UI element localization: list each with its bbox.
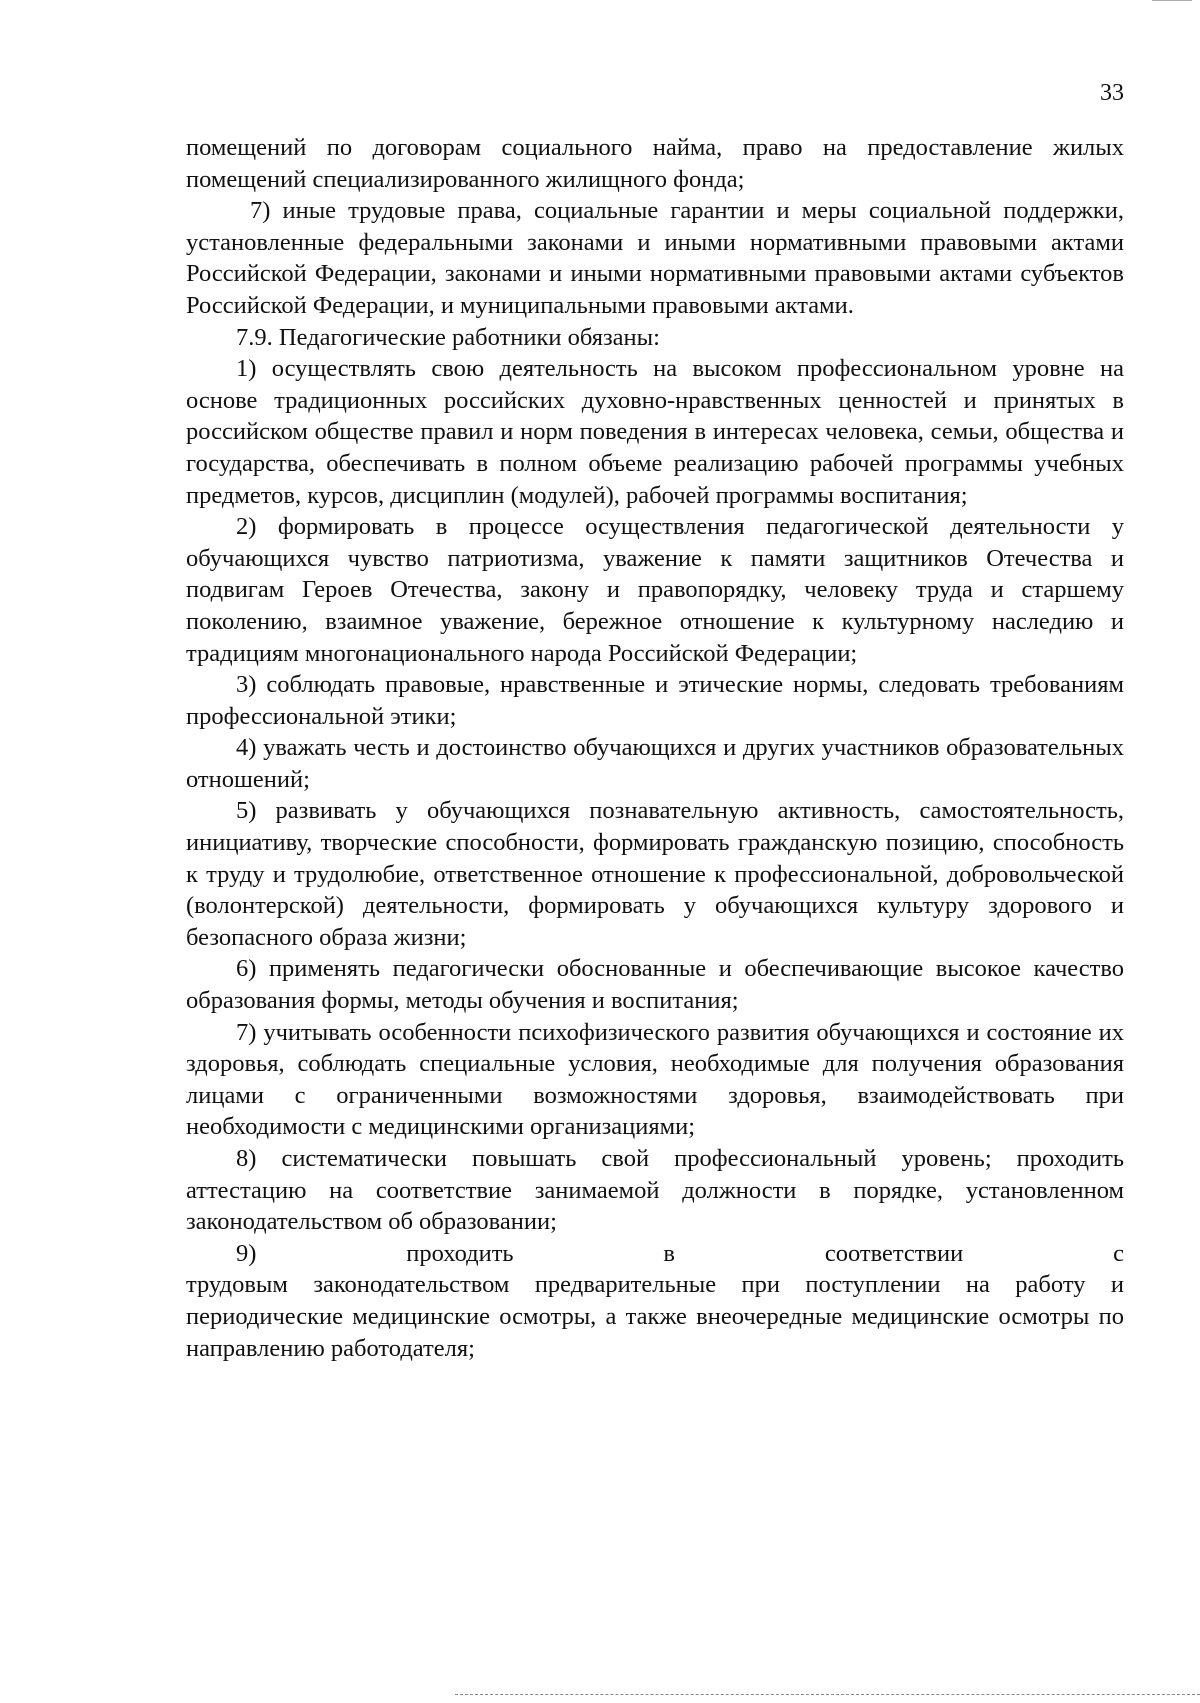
page-number: 33 — [1100, 80, 1124, 106]
bottom-scan-line — [455, 1694, 1200, 1695]
paragraph-duty-9-first-line: 9) проходить в соответствии с — [236, 1239, 1124, 1267]
paragraph-duty-9-continuation: трудовым законодательством предварительные при поступлении на работу и периодические медицинские осмотры, а также внеочередные медицинские осмотры по направлению работодателя; — [186, 1271, 1124, 1362]
paragraph-duty-8: 8) систематически повышать свой профессиональный уровень; проходить аттестацию на соответствие занимаемой должности в порядке, установленном законодательством об образовании; — [186, 1145, 1124, 1236]
scan-edge-mark — [1152, 0, 1192, 1]
document-body — [186, 132, 1124, 1364]
paragraph-duty-6: 6) применять педагогически обоснованные и обеспечивающие высокое качество образования формы, методы обучения и воспитания; — [186, 955, 1124, 1015]
section-heading-7-9: 7.9. Педагогические работники обязаны: — [236, 323, 660, 351]
paragraph-duty-4: 4) уважать честь и достоинство обучающихся и других участников образовательных отношений; — [186, 734, 1124, 793]
paragraph-housing-continuation: помещений по договорам социального найма, право на предоставление жилых помещений специализированного жилищного фонда; — [186, 134, 1124, 193]
paragraph-duty-2: 2) формировать в процессе осуществления педагогической деятельности у обучающихся чувство патриотизма, уважение к памяти защитников Отечества и подвигам Героев Отечества, закону и правопорядку, человеку труда и старшему поколению, взаимное уважение, бережное отношение к культурному наследию и традициям многонационального народа Российской Федерации; — [186, 513, 1124, 667]
paragraph-duty-5: 5) развивать у обучающихся познавательную активность, самостоятельность, инициативу, творческие способности, формировать гражданскую позицию, способность к труду и трудолюбие, ответственное отношение к профессиональной, добровольческой (волонтерской) деятельности, формировать у обучающихся культуру здорового и безопасного образа жизни; — [186, 797, 1124, 951]
paragraph-duty-7: 7) учитывать особенности психофизического развития обучающихся и состояние их здоровья, соблюдать специальные условия, необходимые для получения образования лицами с ограниченными возможностями здоровья, взаимодействовать при необходимости с медицинскими организациями; — [186, 1018, 1124, 1141]
paragraph-duty-3: 3) соблюдать правовые, нравственные и этические нормы, следовать требованиям профессиональной этики; — [186, 671, 1124, 730]
paragraph-item-7-rights: 7) иные трудовые права, социальные гарантии и меры социальной поддержки, установленные федеральными законами и иными нормативными правовыми актами Российской Федерации, законами и иными нормативными правовыми актами субъектов Российской Федерации, и муниципальными правовыми актами. — [186, 197, 1124, 319]
paragraph-duty-1: 1) осуществлять свою деятельность на высоком профессиональном уровне на основе традиционных российских духовно-нравственных ценностей и принятых в российском обществе правил и норм поведения в интересах человека, семьи, общества и государства, обеспечивать в полном объеме реализацию рабочей программы учебных предметов, курсов, дисциплин (модулей), рабочей программы воспитания; — [186, 355, 1124, 509]
